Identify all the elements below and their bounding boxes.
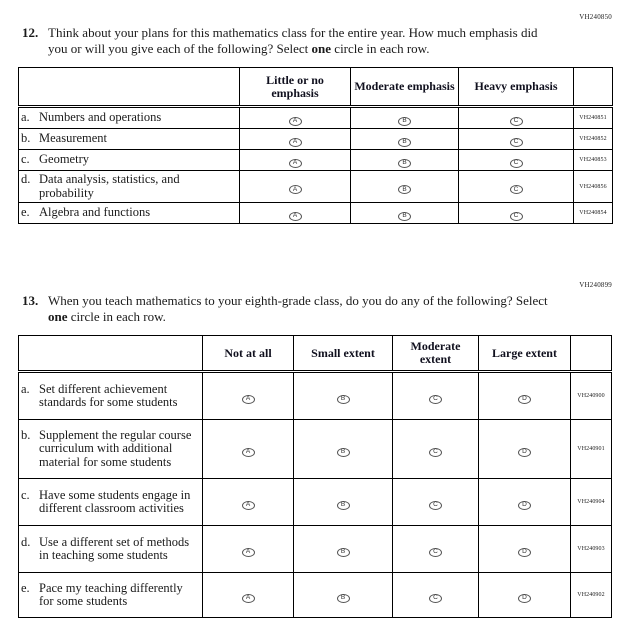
answer-bubble-b[interactable]: B <box>398 185 411 194</box>
q13-header-small-extent: Small extent <box>294 336 393 372</box>
question-12-text <box>48 25 553 57</box>
q13-header-moderate-extent: Moderate extent <box>393 336 479 372</box>
row-label: Algebra and functions <box>39 205 151 220</box>
q12-row-a <box>19 107 613 129</box>
q13-row-b-code: VH240901 <box>571 420 612 479</box>
answer-bubble-b[interactable]: B <box>337 594 350 603</box>
question-12-code: VH240850 <box>579 13 612 21</box>
row-letter: a. <box>21 110 30 125</box>
q13-row-d-label-cell <box>19 526 203 573</box>
q13-row-b-cell-1 <box>203 420 294 479</box>
answer-bubble-c[interactable]: C <box>510 159 523 168</box>
row-letter: a. <box>21 381 30 396</box>
answer-bubble-a[interactable]: A <box>289 117 302 126</box>
q13-row-d <box>19 526 612 573</box>
q12-row-c-code: VH240853 <box>574 150 613 171</box>
answer-bubble-c[interactable]: C <box>510 138 523 147</box>
question-12-table <box>18 67 613 224</box>
question-13-table <box>18 335 612 618</box>
answer-bubble-d[interactable]: D <box>518 501 531 510</box>
q12-row-a-cell-3 <box>459 107 574 129</box>
q12-row-b-cell-1 <box>240 129 351 150</box>
answer-bubble-c[interactable]: C <box>429 395 442 404</box>
q13-row-b-label-cell <box>19 420 203 479</box>
question-12-text-bold: one <box>311 41 332 56</box>
q12-header-row <box>19 68 613 107</box>
answer-bubble-b[interactable]: B <box>398 159 411 168</box>
answer-bubble-d[interactable]: D <box>518 395 531 404</box>
q13-row-b <box>19 420 612 479</box>
answer-bubble-a[interactable]: A <box>242 501 255 510</box>
row-letter: d. <box>21 172 31 186</box>
q12-header-heavy-emphasis: Heavy emphasis <box>459 68 574 107</box>
q13-row-a-cell-4 <box>479 372 571 420</box>
answer-bubble-c[interactable]: C <box>429 594 442 603</box>
q12-row-e-cell-3 <box>459 203 574 224</box>
answer-bubble-a[interactable]: A <box>242 548 255 557</box>
answer-bubble-a[interactable]: A <box>242 395 255 404</box>
row-label: Numbers and operations <box>39 110 162 125</box>
q13-row-b-cell-2 <box>294 420 393 479</box>
q13-row-a-cell-3 <box>393 372 479 420</box>
row-label: Use a different set of methods in teaching some students <box>39 534 190 562</box>
q13-row-b-cell-3 <box>393 420 479 479</box>
row-label: Geometry <box>39 152 89 167</box>
q13-row-e <box>19 573 612 618</box>
q13-row-c-code: VH240904 <box>571 479 612 526</box>
q12-row-e-cell-2 <box>351 203 459 224</box>
q12-row-e-cell-1 <box>240 203 351 224</box>
q13-row-e-cell-3 <box>393 573 479 618</box>
answer-bubble-a[interactable]: A <box>289 212 302 221</box>
q13-row-a-label-cell <box>19 372 203 420</box>
answer-bubble-b[interactable]: B <box>337 395 350 404</box>
q12-row-d-label-cell <box>19 171 240 203</box>
row-label: Supplement the regular course curriculum with additional material for some students <box>39 427 192 469</box>
answer-bubble-c[interactable]: C <box>510 185 523 194</box>
answer-bubble-b[interactable]: B <box>398 138 411 147</box>
q12-row-c <box>19 150 613 171</box>
answer-bubble-a[interactable]: A <box>242 448 255 457</box>
row-letter: c. <box>21 487 30 502</box>
q12-row-a-label-cell <box>19 107 240 129</box>
answer-bubble-a[interactable]: A <box>289 138 302 147</box>
q12-header-blank <box>19 68 240 107</box>
q12-row-c-cell-1 <box>240 150 351 171</box>
row-letter: b. <box>21 427 31 442</box>
q13-row-c-cell-1 <box>203 479 294 526</box>
row-label: Pace my teaching differently for some students <box>39 580 183 608</box>
answer-bubble-c[interactable]: C <box>429 448 442 457</box>
q13-header-blank <box>19 336 203 372</box>
question-13-text-bold: one <box>48 309 68 324</box>
q13-row-a-cell-1 <box>203 372 294 420</box>
question-12 <box>22 25 631 57</box>
q13-row-e-cell-4 <box>479 573 571 618</box>
q12-row-a-cell-1 <box>240 107 351 129</box>
q13-header-large-extent: Large extent <box>479 336 571 372</box>
q12-header-moderate-emphasis: Moderate emphasis <box>351 68 459 107</box>
question-12-text-after: circle in each row. <box>334 41 430 56</box>
q13-row-c-cell-3 <box>393 479 479 526</box>
row-letter: c. <box>21 152 30 167</box>
answer-bubble-c[interactable]: C <box>510 117 523 126</box>
answer-bubble-a[interactable]: A <box>242 594 255 603</box>
q12-row-d <box>19 171 613 203</box>
q12-header-code-blank <box>574 68 613 107</box>
answer-bubble-b[interactable]: B <box>337 501 350 510</box>
q12-header-little-or-no-emphasis: Little or no emphasis <box>240 68 351 107</box>
q13-row-e-label-cell <box>19 573 203 618</box>
q13-header-code-blank <box>571 336 612 372</box>
question-13 <box>22 293 631 325</box>
q12-row-d-cell-1 <box>240 171 351 203</box>
q13-row-d-cell-2 <box>294 526 393 573</box>
question-13-text <box>48 293 553 325</box>
q12-row-b-cell-2 <box>351 129 459 150</box>
q13-header-not-at-all: Not at all <box>203 336 294 372</box>
question-13-text-after: circle in each row. <box>70 309 166 324</box>
q12-row-a-cell-2 <box>351 107 459 129</box>
q13-row-d-code: VH240903 <box>571 526 612 573</box>
answer-bubble-d[interactable]: D <box>518 448 531 457</box>
q13-row-c-cell-4 <box>479 479 571 526</box>
q12-row-a-code: VH240851 <box>574 107 613 129</box>
row-letter: e. <box>21 205 30 220</box>
q13-row-e-cell-2 <box>294 573 393 618</box>
q13-row-a <box>19 372 612 420</box>
answer-bubble-c[interactable]: C <box>429 548 442 557</box>
q13-row-c-cell-2 <box>294 479 393 526</box>
q12-row-e-label-cell <box>19 203 240 224</box>
question-12-number: 12. <box>22 25 39 40</box>
answer-bubble-c[interactable]: C <box>429 501 442 510</box>
q13-row-b-cell-4 <box>479 420 571 479</box>
row-letter: e. <box>21 580 30 595</box>
q12-row-b-label-cell <box>19 129 240 150</box>
row-label: Set different achievement standards for some students <box>39 381 178 409</box>
q13-row-d-cell-1 <box>203 526 294 573</box>
q12-row-b <box>19 129 613 150</box>
question-13-code: VH240899 <box>579 281 612 289</box>
question-13-text-before: When you teach mathematics to your eighth-grade class, do you do any of the following? Select <box>48 293 548 308</box>
q12-row-e <box>19 203 613 224</box>
q13-row-d-cell-4 <box>479 526 571 573</box>
row-label: Measurement <box>39 131 108 146</box>
q12-row-c-label-cell <box>19 150 240 171</box>
q13-row-a-code: VH240900 <box>571 372 612 420</box>
q13-row-a-cell-2 <box>294 372 393 420</box>
q12-row-c-cell-3 <box>459 150 574 171</box>
row-label: Data analysis, statistics, and probability <box>39 172 180 200</box>
answer-bubble-d[interactable]: D <box>518 548 531 557</box>
q12-row-c-cell-2 <box>351 150 459 171</box>
q12-row-d-code: VH240856 <box>574 171 613 203</box>
q13-header-row <box>19 336 612 372</box>
q13-row-c <box>19 479 612 526</box>
q12-row-d-cell-2 <box>351 171 459 203</box>
q12-row-e-code: VH240854 <box>574 203 613 224</box>
answer-bubble-b[interactable]: B <box>337 548 350 557</box>
answer-bubble-d[interactable]: D <box>518 594 531 603</box>
q13-row-c-label-cell <box>19 479 203 526</box>
q12-row-b-cell-3 <box>459 129 574 150</box>
answer-bubble-b[interactable]: B <box>398 117 411 126</box>
answer-bubble-a[interactable]: A <box>289 185 302 194</box>
answer-bubble-a[interactable]: A <box>289 159 302 168</box>
q13-row-d-cell-3 <box>393 526 479 573</box>
question-13-number: 13. <box>22 293 39 308</box>
row-letter: d. <box>21 534 31 549</box>
answer-bubble-b[interactable]: B <box>398 212 411 221</box>
answer-bubble-c[interactable]: C <box>510 212 523 221</box>
question-12-text-before: Think about your plans for this mathematics class for the entire year. How much emphasis did you or will you give each of the following? Select <box>48 25 538 56</box>
q12-row-d-cell-3 <box>459 171 574 203</box>
q13-row-e-code: VH240902 <box>571 573 612 618</box>
q12-row-b-code: VH240852 <box>574 129 613 150</box>
answer-bubble-b[interactable]: B <box>337 448 350 457</box>
row-letter: b. <box>21 131 31 146</box>
row-label: Have some students engage in different classroom activities <box>39 487 191 515</box>
q13-row-e-cell-1 <box>203 573 294 618</box>
